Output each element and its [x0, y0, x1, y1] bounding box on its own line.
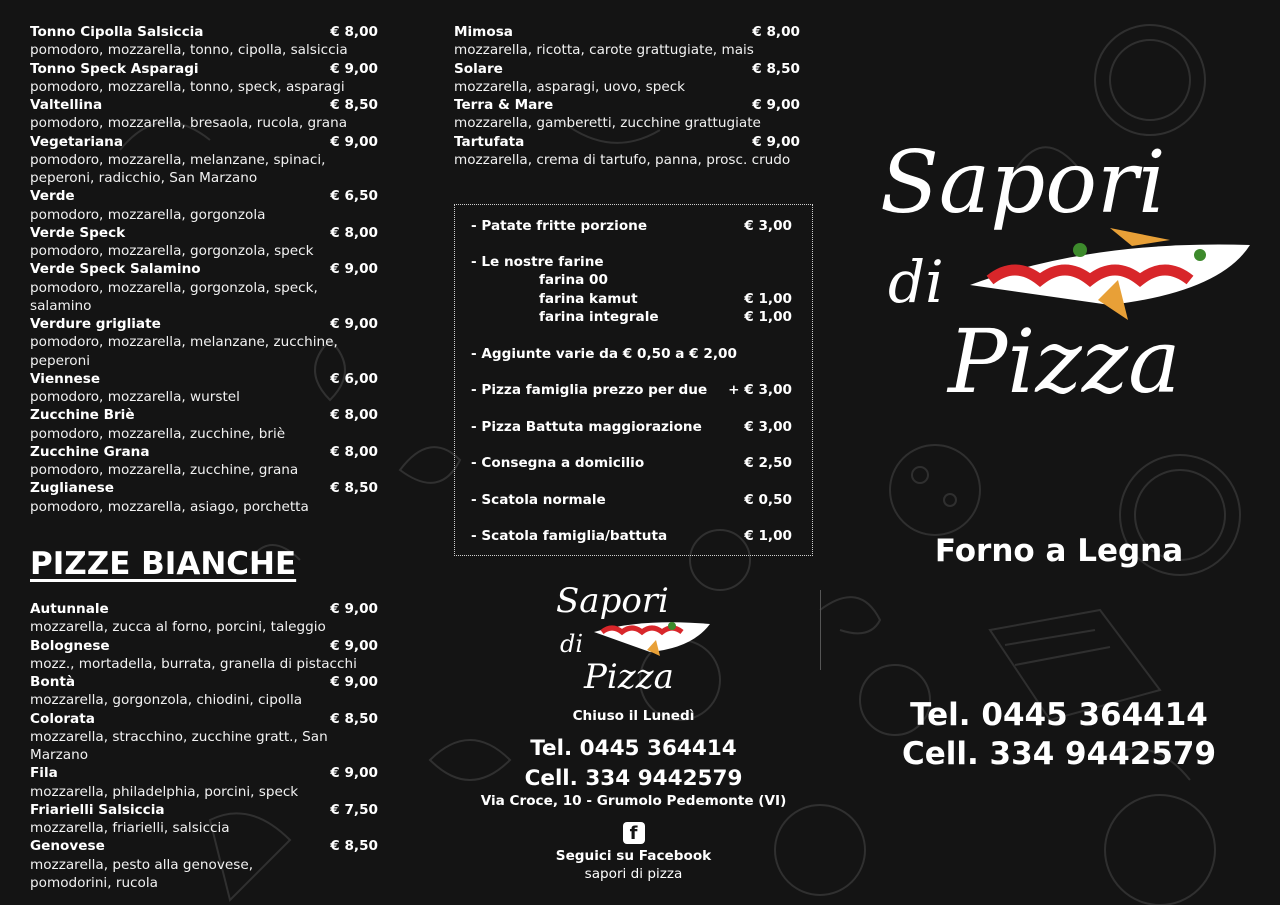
menu-item-price: € 9,00 — [330, 601, 378, 617]
tagline: Forno a Legna — [934, 533, 1184, 569]
extra-label: - Pizza famiglia prezzo per due — [471, 382, 708, 398]
menu-item — [30, 600, 378, 637]
menu-item — [30, 637, 378, 674]
small-logo-word-3: Pizza — [584, 657, 674, 695]
bianche-menu-list — [30, 600, 378, 892]
menu-item-description: pomodoro, mozzarella, melanzane, zucchine, — [30, 334, 338, 351]
menu-item — [30, 710, 378, 765]
phone-number: Tel. 0445 364414 — [530, 736, 737, 761]
menu-item-name: Valtellina — [30, 97, 103, 113]
menu-item-price: € 8,50 — [330, 838, 378, 855]
extra-price: + € 3,00 — [728, 382, 792, 398]
menu-item — [30, 837, 378, 892]
address: Via Croce, 10 - Grumolo Pedemonte (VI) — [480, 793, 787, 809]
menu-item-description: pomodorini, rucola — [30, 874, 158, 891]
extra-price: € 1,00 — [744, 528, 792, 544]
menu-item-description: pomodoro, mozzarella, wurstel — [30, 389, 240, 405]
extra-farine-heading — [471, 253, 792, 271]
menu-item-price: € 8,00 — [330, 24, 378, 40]
menu-item-header — [30, 133, 378, 151]
menu-item-header — [30, 801, 378, 819]
menu-item — [30, 764, 378, 801]
menu-item — [30, 96, 378, 133]
main-logo — [870, 120, 1260, 410]
menu-item-header — [30, 479, 378, 497]
menu-item — [30, 133, 378, 188]
extra-consegna — [471, 454, 792, 472]
menu-item — [30, 443, 378, 480]
menu-item-header — [30, 224, 378, 242]
menu-item-name: Zuglianese — [30, 480, 114, 497]
menu-item-header — [30, 837, 378, 855]
menu-item-description: pomodoro, mozzarella, tonno, speck, asparagi — [30, 78, 345, 95]
menu-item-header — [30, 60, 378, 78]
menu-item — [30, 23, 378, 60]
extra-aggiunte — [471, 345, 792, 363]
menu-item-description: mozz., mortadella, burrata, granella di pistacchi — [30, 655, 357, 672]
menu-item-price: € 9,00 — [330, 316, 378, 332]
menu-item-description: pomodoro, mozzarella, gorgonzola, speck — [30, 243, 314, 259]
menu-item-name: Viennese — [30, 370, 101, 387]
bianche-section — [30, 546, 378, 582]
menu-item — [454, 133, 800, 170]
menu-item — [30, 479, 378, 516]
extra-scatola-normale — [471, 491, 792, 509]
menu-item — [30, 60, 378, 97]
main-logo-word-3: Pizza — [948, 310, 1181, 410]
extras-box — [454, 204, 813, 556]
menu-item-name: Verde — [30, 188, 75, 205]
menu-item-header — [30, 187, 378, 205]
menu-item-name: Verdure grigliate — [30, 316, 161, 332]
menu-item-name: Friarielli Salsiccia — [30, 801, 165, 818]
menu-item-price: € 8,50 — [752, 60, 800, 77]
menu-item-description: peperoni — [30, 352, 90, 369]
menu-item — [30, 406, 378, 443]
menu-item-price: € 9,00 — [330, 674, 378, 690]
menu-item-name: Zucchine Briè — [30, 407, 135, 424]
main-logo-word-2: di — [888, 248, 944, 316]
menu-item-name: Bolognese — [30, 637, 110, 654]
middle-menu-column — [454, 23, 800, 169]
menu-item-header — [30, 406, 378, 424]
menu-item-header — [30, 673, 378, 691]
menu-item-header — [454, 23, 800, 41]
menu-item-price: € 9,00 — [330, 765, 378, 782]
extra-label: - Consegna a domicilio — [471, 455, 645, 471]
menu-item-name: Tonno Speck Asparagi — [30, 60, 199, 77]
extra-label: farina 00 — [539, 272, 608, 288]
menu-item-name: Solare — [454, 60, 503, 77]
menu-item-description: mozzarella, gorgonzola, chiodini, cipolla — [30, 692, 303, 709]
menu-item-name: Verde Speck Salamino — [30, 261, 201, 278]
menu-item-name: Terra & Mare — [454, 97, 554, 113]
menu-item-description: mozzarella, stracchino, zucchine gratt., San Marzano — [30, 728, 328, 763]
menu-item-description: pomodoro, mozzarella, gorgonzola — [30, 206, 266, 223]
menu-item-description: peperoni, radicchio, San Marzano — [30, 170, 258, 186]
menu-item-description: mozzarella, pesto alla genovese, — [30, 856, 254, 873]
menu-item-price: € 8,00 — [330, 443, 378, 460]
menu-item-price: € 9,00 — [330, 133, 378, 150]
menu-item-price: € 8,00 — [752, 24, 800, 40]
menu-item-price: € 8,50 — [330, 97, 378, 113]
extra-farina-kamut — [539, 290, 792, 308]
menu-item-header — [30, 443, 378, 461]
small-logo-word-1: Sapori — [556, 581, 669, 621]
menu-item-header — [30, 710, 378, 728]
menu-item — [454, 23, 800, 60]
menu-item-name: Vegetariana — [30, 133, 124, 150]
menu-item — [30, 224, 378, 261]
menu-item-name: Mimosa — [454, 24, 513, 40]
menu-item — [30, 260, 378, 315]
menu-item-header — [30, 315, 378, 333]
menu-item-description: mozzarella, philadelphia, porcini, speck — [30, 783, 299, 800]
small-logo — [552, 580, 722, 695]
menu-item-price: € 9,00 — [330, 637, 378, 654]
menu-item-header — [30, 23, 378, 41]
extra-label: - Aggiunte varie da € 0,50 a € 2,00 — [471, 346, 737, 362]
menu-item-header — [30, 96, 378, 114]
menu-item-header — [454, 96, 800, 114]
menu-item-name: Zucchine Grana — [30, 443, 150, 460]
menu-item-description: salamino — [30, 297, 92, 314]
menu-item-header — [30, 600, 378, 618]
facebook-page: sapori di pizza — [584, 866, 683, 882]
extra-farina-integrale — [539, 308, 792, 326]
left-menu-column — [30, 23, 378, 516]
menu-item-price: € 8,50 — [330, 710, 378, 727]
menu-item — [30, 315, 378, 370]
pizza-slice-icon — [970, 228, 1250, 320]
menu-item — [454, 96, 800, 133]
menu-item-header — [454, 60, 800, 78]
cell-number: Cell. 334 9442579 — [524, 766, 743, 791]
menu-item-name: Genovese — [30, 838, 105, 855]
menu-item-price: € 6,00 — [330, 370, 378, 387]
menu-item-price: € 8,00 — [330, 224, 378, 241]
extra-label: - Pizza Battuta maggiorazione — [471, 419, 702, 435]
main-logo-word-1: Sapori — [880, 133, 1166, 233]
extra-scatola-famiglia — [471, 527, 792, 545]
menu-item-name: Bontà — [30, 674, 76, 690]
extra-patate — [471, 217, 792, 235]
menu-item — [30, 673, 378, 710]
menu-item-description: mozzarella, asparagi, uovo, speck — [454, 78, 686, 95]
facebook-label[interactable]: Seguici su Facebook — [555, 848, 712, 864]
menu-item-price: € 6,50 — [330, 188, 378, 205]
menu-item-name: Colorata — [30, 710, 95, 727]
closing-day: Chiuso il Lunedì — [572, 708, 695, 724]
menu-item-description: pomodoro, mozzarella, tonno, cipolla, salsiccia — [30, 42, 348, 59]
extra-label: - Scatola normale — [471, 492, 606, 508]
section-title-pizze-bianche: PIZZE BIANCHE — [30, 546, 297, 582]
menu-item-description: pomodoro, mozzarella, gorgonzola, speck, — [30, 279, 318, 296]
extra-price: € 1,00 — [744, 309, 792, 325]
menu-item-price: € 7,50 — [330, 801, 378, 818]
menu-item-header — [30, 764, 378, 782]
website-vertical-text — [820, 590, 835, 670]
right-phone-number: Tel. 0445 364414 — [910, 697, 1208, 733]
menu-item-description: mozzarella, gamberetti, zucchine grattugiate — [454, 115, 761, 132]
menu-item — [30, 801, 378, 838]
menu-item-name: Verde Speck — [30, 224, 126, 241]
menu-item-description: mozzarella, crema di tartufo, panna, prosc. crudo — [454, 151, 791, 168]
extra-price: € 3,00 — [744, 218, 792, 234]
menu-item-header — [30, 370, 378, 388]
menu-item-description: pomodoro, mozzarella, melanzane, spinaci, — [30, 151, 326, 168]
extra-label: - Scatola famiglia/battuta — [471, 528, 668, 544]
menu-item-price: € 8,50 — [330, 480, 378, 497]
extra-famiglia — [471, 381, 792, 399]
menu-item — [30, 187, 378, 224]
menu-item — [30, 370, 378, 407]
menu-item-header — [454, 133, 800, 151]
extra-label: - Le nostre farine — [471, 254, 604, 270]
menu-item — [454, 60, 800, 97]
extra-battuta — [471, 418, 792, 436]
extra-label: farina kamut — [539, 291, 638, 307]
extra-price: € 3,00 — [744, 419, 792, 435]
menu-item-name: Autunnale — [30, 601, 109, 617]
menu-item-description: pomodoro, mozzarella, zucchine, grana — [30, 462, 299, 478]
menu-item-name: Tonno Cipolla Salsiccia — [30, 24, 204, 40]
menu-item-description: mozzarella, ricotta, carote grattugiate, mais — [454, 42, 754, 59]
menu-item-description: pomodoro, mozzarella, bresaola, rucola, grana — [30, 115, 348, 132]
extra-label: farina integrale — [539, 309, 659, 325]
extra-price: € 0,50 — [744, 492, 792, 508]
menu-item-description: mozzarella, friarielli, salsiccia — [30, 820, 230, 836]
small-logo-word-2: di — [560, 630, 584, 658]
menu-item-name: Tartufata — [454, 133, 525, 150]
extra-farina-00 — [539, 271, 792, 289]
menu-item-header — [30, 637, 378, 655]
menu-item-price: € 9,00 — [752, 133, 800, 150]
menu-item-name: Fila — [30, 765, 58, 782]
menu-item-price: € 9,00 — [330, 261, 378, 278]
menu-item-price: € 9,00 — [752, 97, 800, 113]
menu-item-price: € 9,00 — [330, 60, 378, 77]
extra-price: € 2,50 — [744, 455, 792, 471]
menu-item-price: € 8,00 — [330, 407, 378, 424]
small-logo-pizza-slice-icon — [594, 622, 710, 656]
right-cell-number: Cell. 334 9442579 — [901, 736, 1217, 772]
menu-item-description: pomodoro, mozzarella, zucchine, briè — [30, 425, 286, 442]
menu-item-description: pomodoro, mozzarella, asiago, porchetta — [30, 498, 309, 515]
extra-price: € 1,00 — [744, 291, 792, 307]
facebook-icon: f — [454, 822, 813, 844]
menu-item-header — [30, 260, 378, 278]
menu-item-description: mozzarella, zucca al forno, porcini, taleggio — [30, 619, 326, 636]
extra-label: - Patate fritte porzione — [471, 218, 648, 234]
